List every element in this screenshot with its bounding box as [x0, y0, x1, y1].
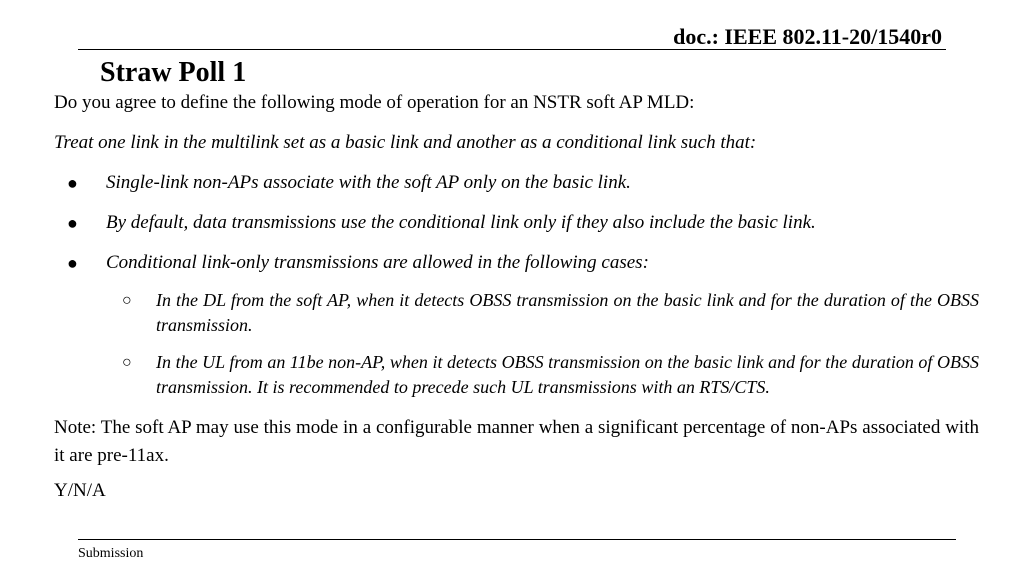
poll-note: Note: The soft AP may use this mode in a configurable manner when a significant percentage of non-APs associated with it are pre-11ax. [54, 417, 979, 466]
bottom-divider [78, 539, 956, 540]
sub-bullet-list [106, 288, 979, 400]
bullet-dot-icon: ● [67, 173, 78, 193]
vote-options: Y/N/A [54, 480, 106, 501]
sub-bullet-text: In the DL from the soft AP, when it detects OBSS transmission on the basic link and for the duration of the OBSS transmission. [156, 290, 979, 335]
bullet-item [54, 250, 979, 400]
bullet-item [54, 210, 979, 236]
bullet-list [54, 170, 979, 400]
sub-bullet-text: In the UL from an 11be non-AP, when it detects OBSS transmission on the basic link and for the duration of OBSS transmission. It is recommended to precede such UL transmissions with an RTS/CTS. [156, 352, 979, 397]
bullet-dot-icon: ● [67, 253, 78, 273]
slide-content [54, 90, 979, 504]
doc-id: doc.: IEEE 802.11-20/1540r0 [673, 24, 942, 49]
top-divider [78, 49, 946, 50]
slide-title: Straw Poll 1 [100, 57, 247, 88]
sub-bullet-item [106, 288, 979, 338]
hollow-circle-icon: ○ [122, 292, 132, 309]
poll-question: Do you agree to define the following mode of operation for an NSTR soft AP MLD: [54, 92, 695, 113]
footer-label: Submission [78, 546, 144, 561]
hollow-circle-icon: ○ [122, 354, 132, 371]
bullet-text: By default, data transmissions use the conditional link only if they also include the basic link. [106, 212, 816, 233]
bullet-dot-icon: ● [67, 213, 78, 233]
bullet-text: Single-link non-APs associate with the soft AP only on the basic link. [106, 172, 631, 193]
bullet-text: Conditional link-only transmissions are allowed in the following cases: [106, 252, 649, 273]
sub-bullet-item [106, 350, 979, 400]
bullet-item [54, 170, 979, 196]
poll-intro: Treat one link in the multilink set as a basic link and another as a conditional link such that: [54, 132, 757, 153]
